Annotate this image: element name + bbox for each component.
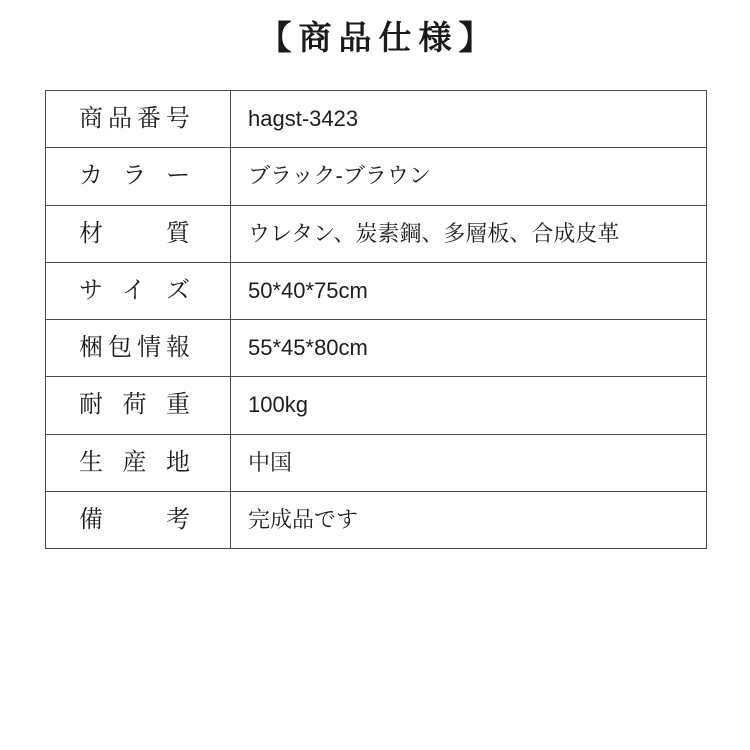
table-row: [46, 263, 706, 320]
table-row: [46, 148, 706, 205]
spec-label: 備考: [79, 505, 190, 533]
spec-value-cell: [231, 320, 706, 376]
spec-value-cell: [231, 435, 706, 491]
spec-value-cell: [231, 492, 706, 548]
spec-table: [45, 90, 707, 549]
spec-label-cell: [46, 148, 231, 204]
page-title: 【商品仕様】: [258, 19, 499, 56]
spec-value: 100kg: [248, 392, 308, 418]
spec-value: ウレタン、炭素鋼、多層板、合成皮革: [248, 220, 620, 246]
spec-value: ブラック-ブラウン: [248, 163, 431, 189]
spec-label: 生産地: [79, 448, 190, 476]
spec-label-cell: [46, 377, 231, 433]
spec-value-cell: [231, 377, 706, 433]
spec-value: 50*40*75cm: [248, 277, 368, 303]
spec-value-cell: [231, 91, 706, 147]
spec-label-cell: [46, 320, 231, 376]
spec-label: 梱包情報: [79, 334, 190, 362]
table-row: [46, 206, 706, 263]
spec-label-cell: [46, 206, 231, 262]
spec-value: 55*45*80cm: [248, 335, 368, 361]
spec-label: サイズ: [79, 276, 190, 304]
table-row: [46, 320, 706, 377]
spec-label: 材質: [79, 219, 190, 247]
spec-label: カラー: [79, 162, 190, 190]
spec-value-cell: [231, 263, 706, 319]
spec-label: 商品番号: [79, 105, 190, 133]
spec-value-cell: [231, 148, 706, 204]
spec-value: 中国: [248, 449, 293, 475]
spec-label-cell: [46, 263, 231, 319]
spec-label-cell: [46, 91, 231, 147]
spec-value: hagst-3423: [248, 106, 359, 132]
table-row: [46, 435, 706, 492]
table-row: [46, 91, 706, 148]
spec-value: 完成品です: [248, 506, 359, 532]
spec-label-cell: [46, 435, 231, 491]
table-row: [46, 377, 706, 434]
spec-label-cell: [46, 492, 231, 548]
table-row: [46, 492, 706, 548]
spec-label: 耐荷重: [79, 391, 190, 419]
spec-value-cell: [231, 206, 706, 262]
